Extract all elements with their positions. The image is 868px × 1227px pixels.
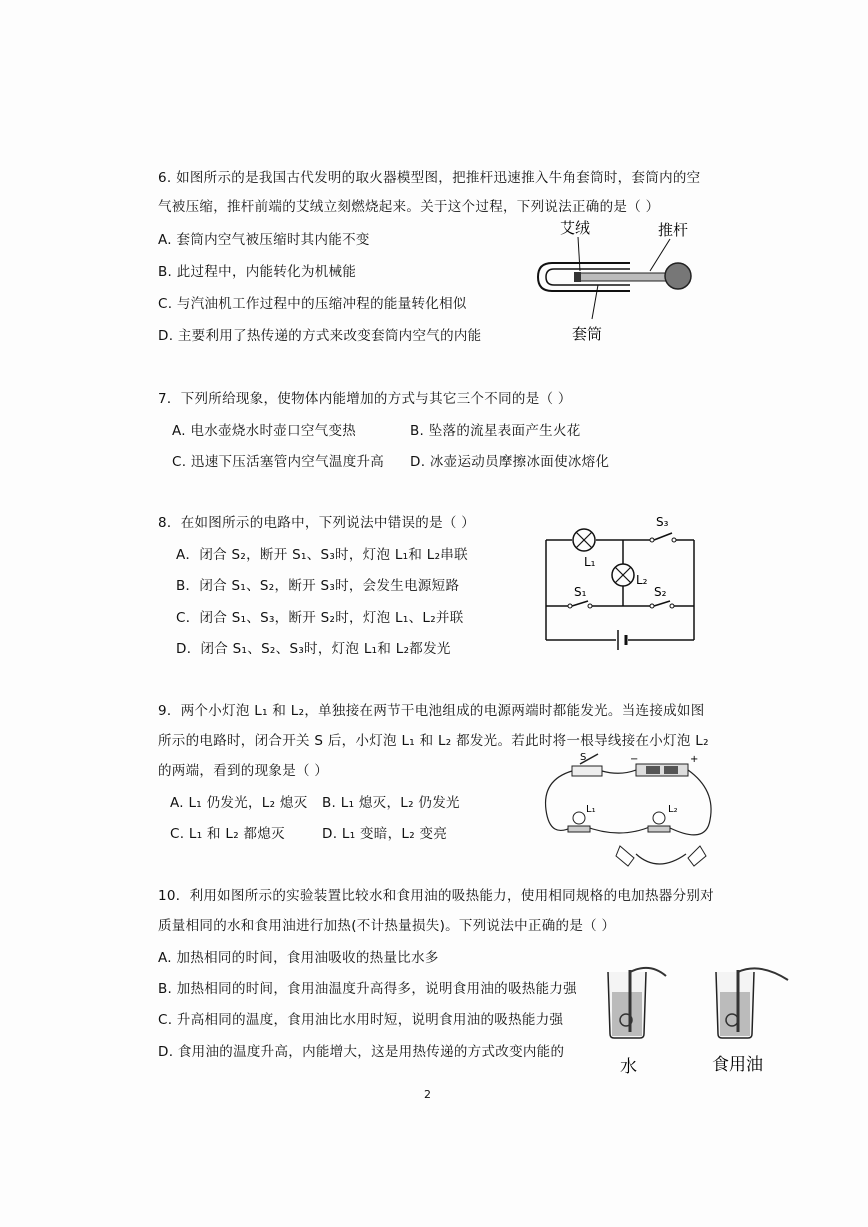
fire-starter-figure (530, 215, 710, 345)
q7-option-c: C. 迅速下压活塞管内空气温度升高 (172, 454, 385, 470)
q7-option-a: A. 电水壶烧水时壶口空气变热 (172, 423, 357, 439)
beakers-figure (600, 962, 800, 1077)
label-l2: L₂ (636, 573, 648, 587)
q9-option-a: A. L₁ 仍发光，L₂ 熄灭 (170, 795, 308, 811)
q6-option-b: B. 此过程中，内能转化为机械能 (158, 264, 357, 280)
label-airong: 艾绒 (560, 219, 591, 237)
q9-option-b: B. L₁ 熄灭，L₂ 仍发光 (322, 795, 460, 811)
label-s1: S₁ (574, 585, 587, 599)
q9-option-d: D. L₁ 变暗，L₂ 变亮 (322, 826, 448, 842)
q10-option-d: D. 食用油的温度升高，内能增大，这是用热传递的方式改变内能的 (158, 1044, 565, 1060)
label-s3: S₃ (656, 515, 669, 529)
q7-stem: 7．下列所给现象，使物体内能增加的方式与其它三个不同的是（ ） (158, 391, 572, 407)
q10-option-b: B. 加热相同的时间，食用油温度升高得多，说明食用油的吸热能力强 (158, 981, 577, 997)
label-tuigan: 推杆 (658, 221, 689, 239)
q6-option-d: D. 主要利用了热传递的方式来改变套筒内空气的内能 (158, 328, 482, 344)
label-l2-photo: L₂ (668, 804, 678, 815)
q8-option-a: A．闭合 S₂，断开 S₁、S₃时，灯泡 L₁和 L₂串联 (176, 547, 468, 563)
q9-stem-line1: 9．两个小灯泡 L₁ 和 L₂，单独接在两节干电池组成的电源两端时都能发光。当连接成如图 (158, 703, 705, 719)
q9-stem-line2: 所示的电路时，闭合开关 S 后，小灯泡 L₁ 和 L₂ 都发光。若此时将一根导线接在小灯泡 L₂ (158, 733, 709, 749)
q6-option-c: C. 与汽油机工作过程中的压缩冲程的能量转化相似 (158, 296, 467, 312)
q8-option-c: C．闭合 S₁、S₃，断开 S₂时，灯泡 L₁、L₂并联 (176, 610, 464, 626)
label-l1-photo: L₁ (586, 804, 596, 815)
label-s: S (580, 752, 587, 763)
q10-option-c: C. 升高相同的温度，食用油比水用时短，说明食用油的吸热能力强 (158, 1012, 564, 1028)
q10-stem-line1: 10．利用如图所示的实验装置比较水和食用油的吸热能力，使用相同规格的电加热器分别对 (158, 888, 714, 904)
page-number: 2 (424, 1088, 431, 1101)
label-water: 水 (620, 1057, 637, 1077)
q7-option-d: D. 冰壶运动员摩擦冰面使冰熔化 (410, 454, 610, 470)
q8-stem: 8．在如图所示的电路中，下列说法中错误的是（ ） (158, 515, 476, 531)
q8-option-b: B．闭合 S₁、S₂，断开 S₃时，会发生电源短路 (176, 578, 460, 594)
q10-option-a: A. 加热相同的时间，食用油吸收的热量比水多 (158, 950, 439, 966)
circuit-diagram-q8 (538, 512, 708, 662)
label-s2: S₂ (654, 585, 667, 599)
q8-option-d: D．闭合 S₁、S₂、S₃时，灯泡 L₁和 L₂都发光 (176, 641, 451, 657)
q10-stem-line2: 质量相同的水和食用油进行加热(不计热量损失)。下列说法中正确的是（ ） (158, 918, 616, 934)
q6-option-a: A. 套筒内空气被压缩时其内能不变 (158, 232, 370, 248)
q7-option-b: B. 坠落的流星表面产生火花 (410, 423, 581, 439)
label-taotong: 套筒 (572, 325, 603, 343)
label-minus: − (630, 754, 639, 765)
q6-stem-line1: 6. 如图所示的是我国古代发明的取火器模型图，把推杆迅速推入牛角套筒时，套筒内的空 (158, 170, 701, 186)
q9-stem-line3: 的两端，看到的现象是（ ） (158, 763, 329, 779)
q9-option-c: C. L₁ 和 L₂ 都熄灭 (170, 826, 285, 842)
circuit-photo-q9 (540, 750, 720, 872)
label-plus: + (690, 754, 699, 765)
label-l1: L₁ (584, 555, 596, 569)
label-oil: 食用油 (712, 1055, 763, 1075)
q6-stem-line2: 气被压缩，推杆前端的艾绒立刻燃烧起来。关于这个过程，下列说法正确的是（ ） (158, 199, 660, 215)
